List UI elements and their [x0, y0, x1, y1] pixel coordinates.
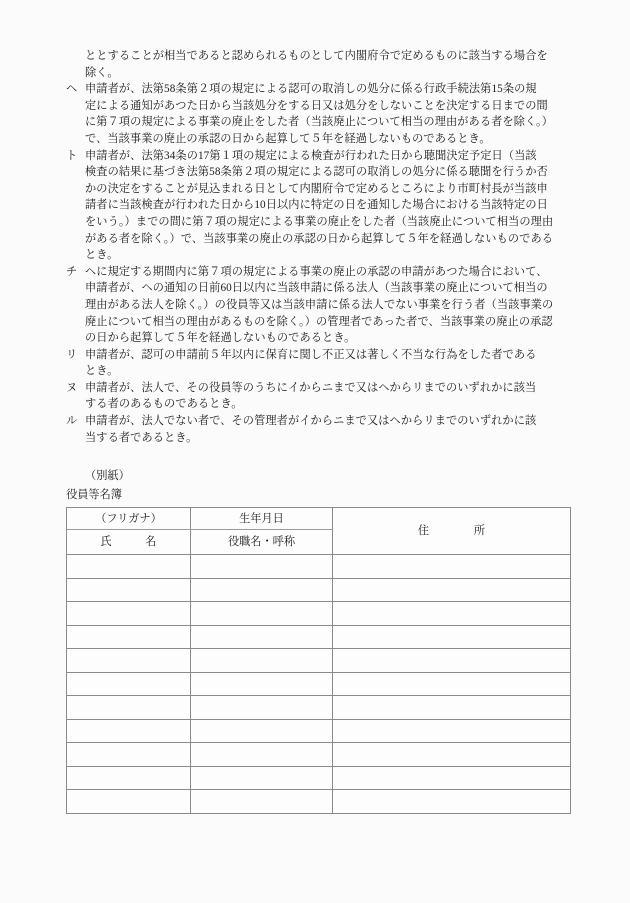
- cell-address[interactable]: [333, 625, 571, 649]
- clause-line: する者のあるものであるとき。: [85, 398, 243, 411]
- clause-item-ri: [66, 347, 570, 380]
- header-label-position: 役職名・呼称: [227, 536, 296, 549]
- table-row[interactable]: [67, 555, 571, 579]
- clause-line: かの決定をすることが見込まれる日として内閣府令で定めるところにより市町村長が当該申: [85, 182, 548, 195]
- header-cell-name: [67, 530, 191, 555]
- lead-line: ととすることが相当であると認められるものとして内閣府令で定めるものに該当する場合を: [85, 50, 548, 62]
- cell-name[interactable]: [67, 578, 191, 602]
- table-row[interactable]: [67, 790, 571, 814]
- clause-marker: ヘ: [66, 83, 78, 96]
- cell-birthdate[interactable]: [191, 578, 333, 602]
- clause-line: 申請者が、法人で、その役員等のうちにイからニまで又はヘからリまでのいずれかに該当: [85, 381, 537, 394]
- roster-header-row-upper: [67, 508, 571, 530]
- cell-address[interactable]: [333, 790, 571, 814]
- cell-name[interactable]: [67, 555, 191, 579]
- clause-line: 請者に当該検査が行われた日から10日以内に特定の日を通知した場合における当該特定の日: [85, 199, 548, 212]
- clause-marker: ル: [66, 415, 78, 428]
- officer-roster-table: [66, 507, 571, 814]
- table-row[interactable]: [67, 649, 571, 673]
- attachment-heading-block: [66, 468, 570, 503]
- clause-line: とき。: [85, 365, 119, 378]
- cell-address[interactable]: [333, 649, 571, 673]
- cell-birthdate[interactable]: [191, 672, 333, 696]
- clause-line: 申請者が、法第34条の17第１項の規定による検査が行われた日から聴聞決定予定日（当該: [85, 149, 537, 162]
- clause-item-ru: [66, 413, 570, 446]
- header-label-birthdate: 生年月日: [239, 512, 284, 525]
- cell-address[interactable]: [333, 672, 571, 696]
- cell-birthdate[interactable]: [191, 602, 333, 626]
- cell-name[interactable]: [67, 602, 191, 626]
- clause-line: 申請者が、ヘの通知の日前60日以内に当該申請に係る法人（当該事業の廃止について相当の: [85, 282, 548, 295]
- cell-name[interactable]: [67, 625, 191, 649]
- header-cell-furigana: [67, 508, 191, 530]
- cell-name[interactable]: [67, 743, 191, 767]
- table-row[interactable]: [67, 719, 571, 743]
- cell-address[interactable]: [333, 555, 571, 579]
- cell-name[interactable]: [67, 696, 191, 720]
- clause-marker: チ: [66, 265, 78, 278]
- clause-body: [85, 413, 570, 446]
- lead-line: 除く。: [85, 66, 119, 79]
- clause-line: に第７項の規定による事業の廃止をした者（当該廃止について相当の理由がある者を除く。）: [85, 116, 554, 129]
- lead-paragraph: [66, 48, 570, 81]
- clause-line: をいう。）までの間に第７項の規定による事業の廃止をした者（当該廃止について相当の理由: [85, 215, 554, 228]
- clause-line: とき。: [85, 249, 119, 262]
- clause-marker: ヌ: [66, 381, 78, 394]
- clause-line: 検査の結果に基づき法第58条第２項の規定による認可の取消しの処分に係る聴聞を行うか否: [85, 166, 548, 179]
- table-row[interactable]: [67, 743, 571, 767]
- table-row[interactable]: [67, 766, 571, 790]
- clause-line: の日から起算して５年を経過しないものであるとき。: [85, 332, 356, 345]
- clause-line: 定による通知があつた日から当該処分をする日又は処分をしないことを決定する日までの間: [85, 99, 548, 112]
- clause-body: [85, 148, 570, 264]
- clause-body: [85, 380, 570, 413]
- header-label-name: 氏 名: [100, 536, 157, 549]
- cell-birthdate[interactable]: [191, 625, 333, 649]
- table-row[interactable]: [67, 602, 571, 626]
- table-row[interactable]: [67, 625, 571, 649]
- clause-marker: リ: [66, 348, 78, 361]
- clause-item-nu: [66, 380, 570, 413]
- header-cell-address: [333, 508, 571, 555]
- table-row[interactable]: [67, 672, 571, 696]
- cell-birthdate[interactable]: [191, 555, 333, 579]
- clause-body: [85, 81, 570, 147]
- cell-birthdate[interactable]: [191, 696, 333, 720]
- cell-name[interactable]: [67, 719, 191, 743]
- header-label-address: 住 所: [417, 525, 486, 538]
- header-cell-position: [191, 530, 333, 555]
- clause-body: [85, 347, 570, 380]
- clause-marker: ト: [66, 149, 78, 162]
- cell-birthdate[interactable]: [191, 766, 333, 790]
- attachment-title: 役員等名簿: [66, 488, 122, 501]
- header-cell-birthdate: [191, 508, 333, 530]
- cell-birthdate[interactable]: [191, 743, 333, 767]
- cell-name[interactable]: [67, 766, 191, 790]
- cell-name[interactable]: [67, 649, 191, 673]
- clause-line: 理由がある法人を除く。）の役員等又は当該申請に係る法人でない事業を行う者（当該事業の: [85, 298, 554, 311]
- cell-address[interactable]: [333, 766, 571, 790]
- cell-birthdate[interactable]: [191, 790, 333, 814]
- roster-body: [67, 508, 571, 814]
- clause-body: [85, 264, 570, 347]
- cell-address[interactable]: [333, 743, 571, 767]
- clause-line: 申請者が、法第58条第２項の規定による認可の取消しの処分に係る行政手続法第15条の規: [85, 83, 537, 96]
- clause-line: 申請者が、法人でない者で、その管理者がイからニまで又はヘからリまでのいずれかに該: [85, 415, 537, 428]
- header-label-furigana: （フリガナ）: [95, 512, 162, 525]
- clause-line: 廃止について相当の理由があるものを除く。）の管理者であった者で、当該事業の廃止の承認: [85, 315, 553, 328]
- table-row[interactable]: [67, 696, 571, 720]
- table-row[interactable]: [67, 578, 571, 602]
- clause-list: [66, 48, 570, 446]
- clause-line: 当する者であるとき。: [85, 431, 198, 444]
- cell-birthdate[interactable]: [191, 649, 333, 673]
- clause-line: がある者を除く。）で、当該事業の廃止の承認の日から起算して５年を経過しないものである: [85, 232, 554, 245]
- clause-line: ヘに規定する期間内に第７項の規定による事業の廃止の承認の申請があつた場合において、: [85, 265, 548, 278]
- cell-address[interactable]: [333, 578, 571, 602]
- cell-birthdate[interactable]: [191, 719, 333, 743]
- cell-address[interactable]: [333, 719, 571, 743]
- clause-line: 申請者が、認可の申請前５年以内に保育に関し不正又は著しく不当な行為をした者である: [85, 348, 537, 361]
- attachment-note: （別紙）: [85, 470, 130, 483]
- cell-address[interactable]: [333, 602, 571, 626]
- clause-line: で、当該事業の廃止の承認の日から起算して５年を経過しないものであるとき。: [85, 132, 491, 145]
- cell-name[interactable]: [67, 672, 191, 696]
- clause-item-to: [66, 148, 570, 264]
- cell-name[interactable]: [67, 790, 191, 814]
- clause-item-he: [66, 81, 570, 147]
- cell-address[interactable]: [333, 696, 571, 720]
- clause-item-chi: [66, 264, 570, 347]
